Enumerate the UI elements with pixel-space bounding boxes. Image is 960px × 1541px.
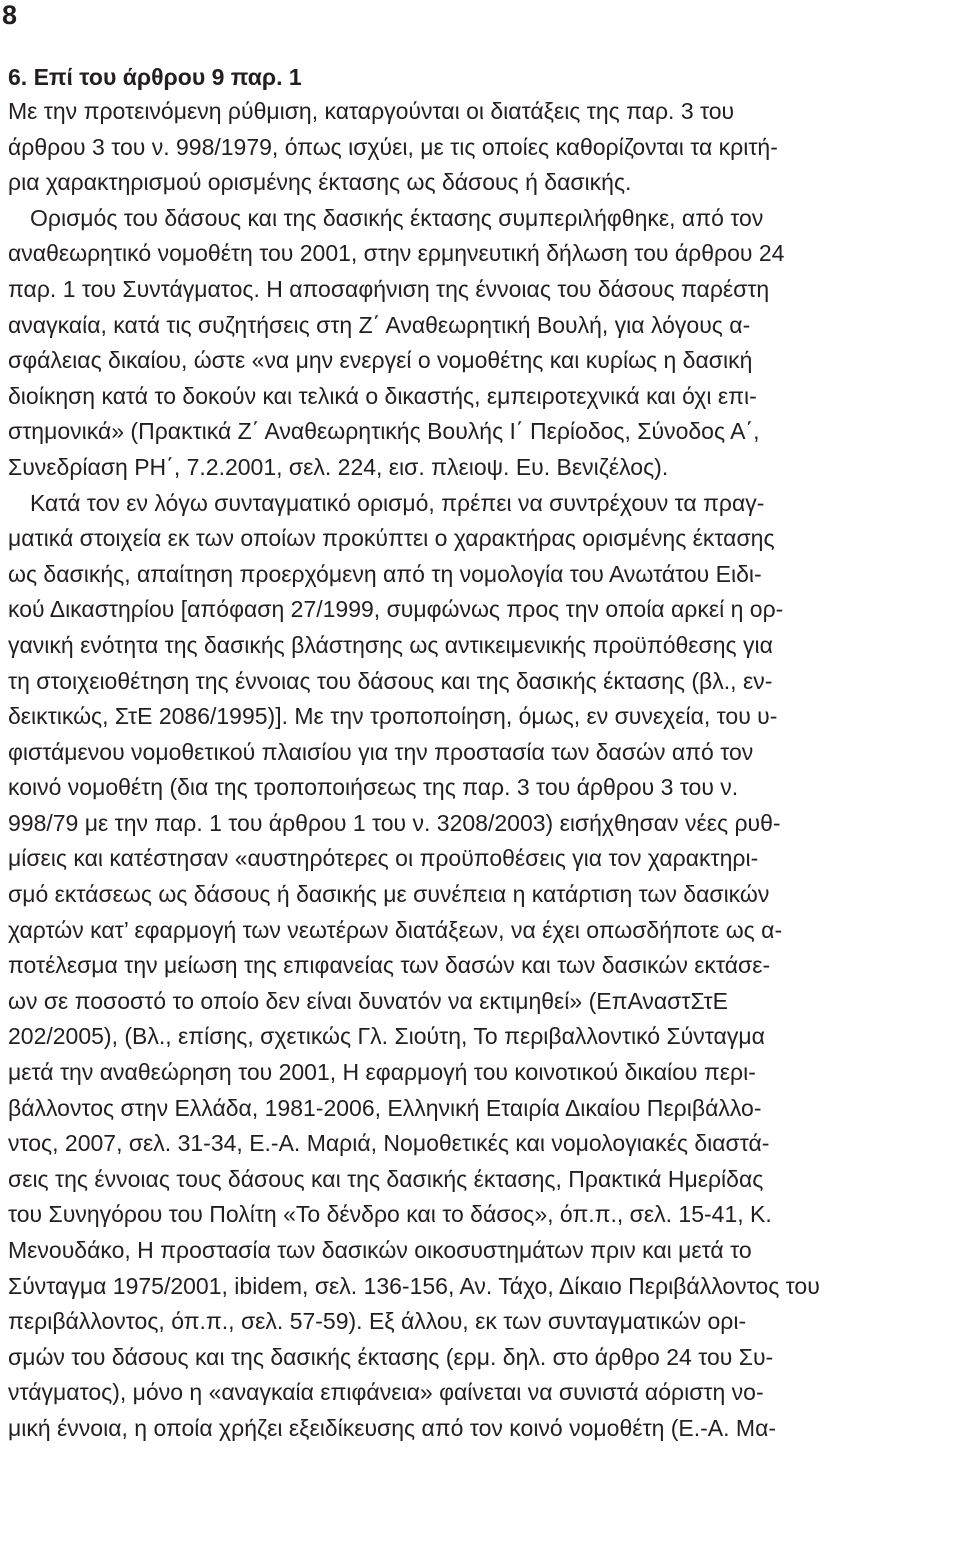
text-line: τη στοιχειοθέτηση της έννοιας του δάσους και της δασικής έκτασης (βλ., εν- [8, 667, 773, 694]
text-line: χαρτών κατ’ εφαρμογή των νεωτέρων διατάξεων, να έχει οπωσδήποτε ως α- [8, 916, 783, 943]
text-line: δεικτικώς, ΣτΕ 2086/1995)]. Με την τροποποίηση, όμως, εν συνεχεία, του υ- [8, 703, 778, 730]
text-line: μετά την αναθεώρηση του 2001, Η εφαρμογή του κοινοτικού δικαίου περι- [8, 1059, 756, 1086]
text-line: 202/2005), (Βλ., επίσης, σχετικώς Γλ. Σιούτη, Το περιβαλλοντικό Σύνταγμα [8, 1023, 765, 1050]
text-line: γανική ενότητα της δασικής βλάστησης ως αντικειμενικής προϋπόθεσης για [8, 631, 773, 658]
text-line: Κατά τον εν λόγω συνταγματικό ορισμό, πρέπει να συντρέχουν τα πραγ- [30, 489, 765, 516]
text-line: ματικά στοιχεία εκ των οποίων προκύπτει ο χαρακτήρας ορισμένης έκτασης [8, 525, 775, 552]
text-line: σεις της έννοιας τους δάσους και της δασικής έκτασης, Πρακτικά Ημερίδας [8, 1165, 764, 1192]
text-line: κού Δικαστηρίου [απόφαση 27/1999, συμφώνως προς την οποία αρκεί η ορ- [8, 596, 784, 623]
text-line: σμών του δάσους και της δασικής έκτασης (ερμ. δηλ. στο άρθρο 24 του Συ- [8, 1343, 774, 1370]
text-line: Ορισμός του δάσους και της δασικής έκτασης συμπεριλήφθηκε, από τον [30, 204, 764, 231]
text-line: Μενουδάκο, Η προστασία των δασικών οικοσυστημάτων πριν και μετά το [8, 1237, 752, 1263]
page-number: 8 [2, 0, 18, 30]
text-line: διοίκηση κατά το δοκούν και τελικά ο δικαστής, εμπειροτεχνικά και όχι επι- [8, 382, 757, 409]
text-line: βάλλοντος στην Ελλάδα, 1981-2006, Ελληνική Εταιρία Δικαίου Περιβάλλο- [8, 1094, 762, 1121]
text-line: ων σε ποσοστό το οποίο δεν είναι δυνατόν να εκτιμηθεί» (ΕπΑναστΣτΕ [8, 987, 728, 1014]
text-line: φιστάμενου νομοθετικού πλαισίου για την προστασία των δασών από τον [8, 738, 754, 765]
text-line: μική έννοια, η οποία χρήζει εξειδίκευσης από τον κοινό νομοθέτη (Ε.-Α. Μα- [8, 1414, 777, 1441]
text-line: μίσεις και κατέστησαν «αυστηρότερες οι προϋποθέσεις για τον χαρακτηρι- [8, 845, 759, 872]
text-line: αναγκαία, κατά τις συζητήσεις στη Ζ΄ Αναθεωρητική Βουλή, για λόγους α- [8, 311, 751, 338]
text-line: στημονικά» (Πρακτικά Ζ΄ Αναθεωρητικής Βουλής Ι΄ Περίοδος, Σύνοδος Α΄, [8, 418, 760, 445]
text-line: κοινό νομοθέτη (δια της τροποποιήσεως της παρ. 3 του άρθρου 3 του ν. [8, 774, 739, 801]
text-line: σμό εκτάσεως ως δάσους ή δασικής με συνέπεια η κατάρτιση των δασικών [8, 881, 770, 908]
text-line: περιβάλλοντος, όπ.π., σελ. 57-59). Εξ άλλου, εκ των συνταγματικών ορι- [8, 1308, 747, 1335]
text-line: του Συνηγόρου του Πολίτη «Το δένδρο και το δάσος», όπ.π., σελ. 15-41, Κ. [8, 1201, 772, 1228]
text-line: παρ. 1 του Συντάγματος. Η αποσαφήνιση της έννοιας του δάσους παρέστη [8, 275, 770, 302]
body-text [8, 94, 958, 1447]
text-line: Με την προτεινόμενη ρύθμιση, καταργούνται οι διατάξεις της παρ. 3 του [8, 98, 735, 124]
text-line: ντάγματος), μόνο η «αναγκαία επιφάνεια» φαίνεται να συνιστά αόριστη νο- [8, 1379, 764, 1406]
text-line: ποτέλεσμα την μείωση της επιφανείας των δασών και των δασικών εκτάσε- [8, 952, 771, 979]
text-line: άρθρου 3 του ν. 998/1979, όπως ισχύει, με τις οποίες καθορίζονται τα κριτή- [8, 133, 778, 160]
text-line: ρια χαρακτηρισμού ορισμένης έκτασης ως δάσους ή δασικής. [8, 169, 632, 196]
text-line: Σύνταγμα 1975/2001, ibidem, σελ. 136-156, Αν. Τάχο, Δίκαιο Περιβάλλοντος του [8, 1272, 820, 1299]
text-line: 998/79 με την παρ. 1 του άρθρου 1 του ν. 3208/2003) εισήχθησαν νέες ρυθ- [8, 809, 781, 836]
text-line: Συνεδρίαση ΡΗ΄, 7.2.2001, σελ. 224, εισ. πλειοψ. Ευ. Βενιζέλος). [8, 453, 669, 480]
text-line: σφάλειας δικαίου, ώστε «να μην ενεργεί ο νομοθέτης και κυρίως η δασική [8, 347, 753, 374]
text-line: ντος, 2007, σελ. 31-34, Ε.-Α. Μαριά, Νομοθετικές και νομολογιακές διαστά- [8, 1130, 770, 1157]
text-line: αναθεωρητικό νομοθέτη του 2001, στην ερμηνευτική δήλωση του άρθρου 24 [8, 240, 785, 267]
section-title: 6. Επί του άρθρου 9 παρ. 1 [8, 64, 302, 90]
text-line: ως δασικής, απαίτηση προερχόμενη από τη νομολογία του Ανωτάτου Ειδι- [8, 560, 762, 587]
